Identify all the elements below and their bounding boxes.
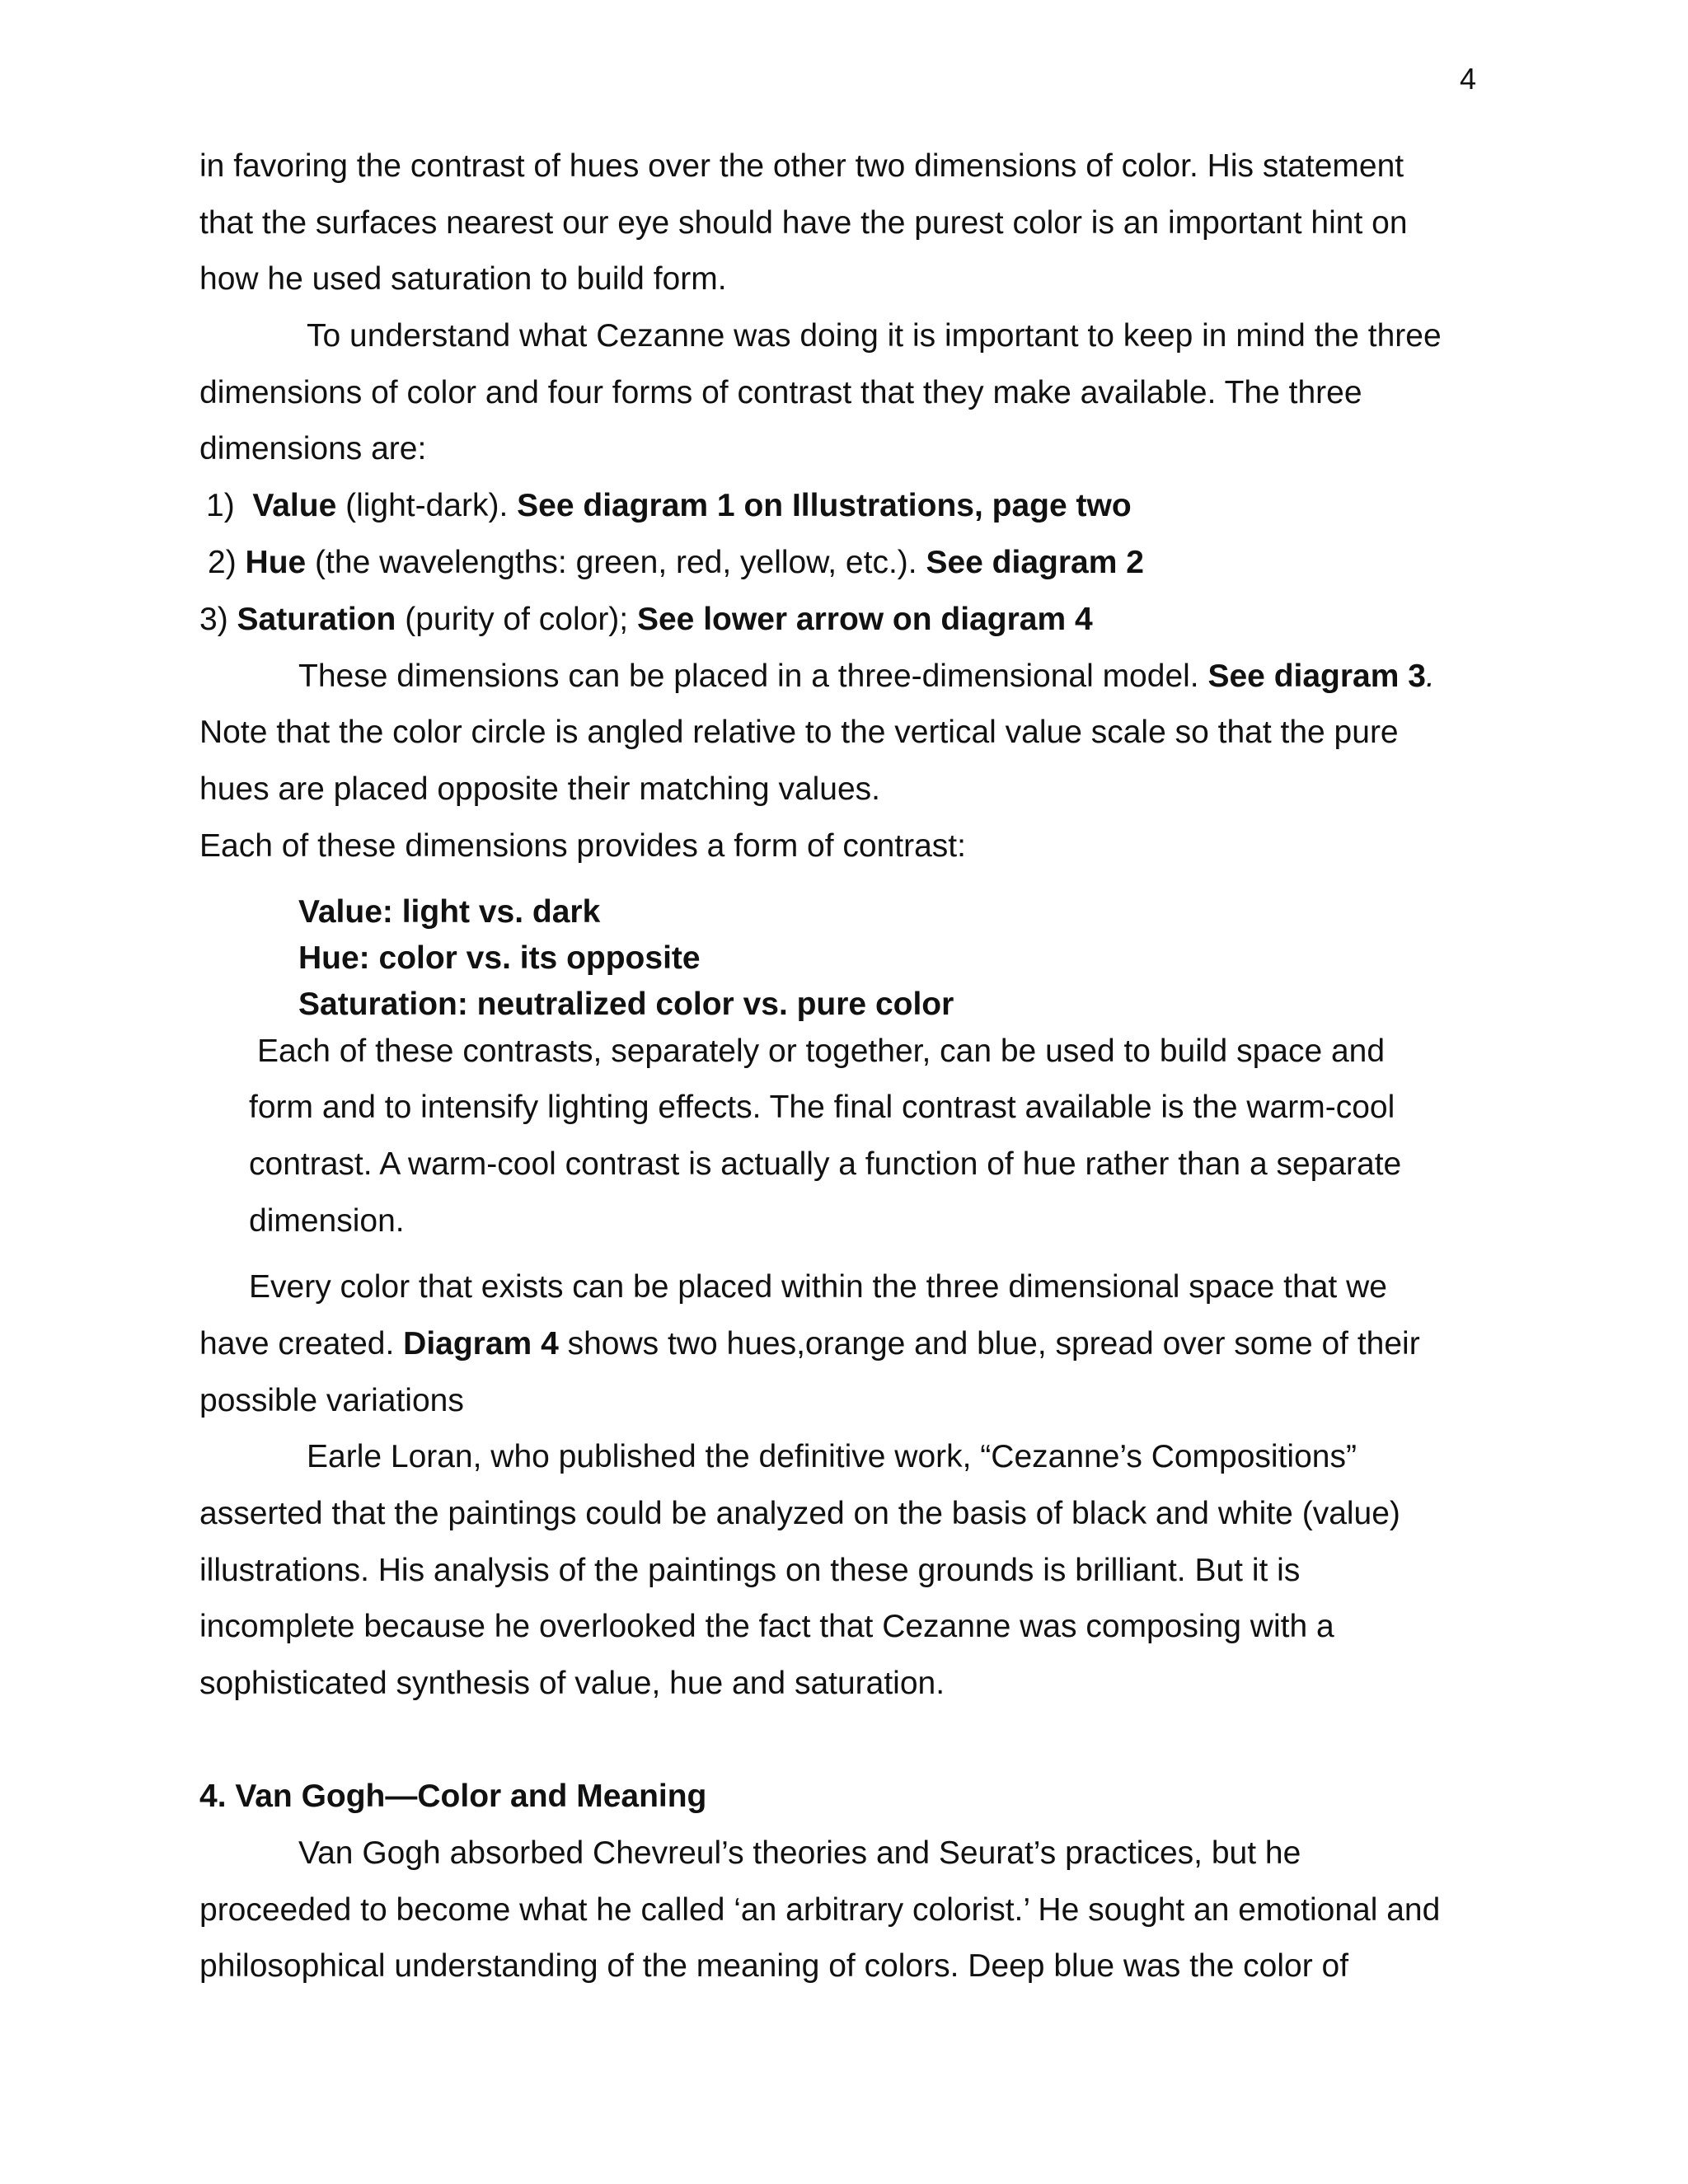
- paragraph-line: [298, 657, 1435, 696]
- dimension-description: (light-dark).: [336, 488, 518, 523]
- paragraph-text: shows two hues,orange and blue, spread over some of their: [558, 1326, 1420, 1361]
- paragraph-text: These dimensions can be placed in a three-dimensional model.: [298, 658, 1208, 694]
- paragraph-line: asserted that the paintings could be analyzed on the basis of black and white (value): [199, 1496, 1400, 1531]
- paragraph-line: form and to intensify lighting effects. The final contrast available is the warm-cool: [249, 1090, 1395, 1125]
- paragraph-line: To understand what Cezanne was doing it is important to keep in mind the three: [307, 318, 1442, 354]
- dimension-description: (purity of color);: [396, 602, 637, 637]
- page-number: 4: [1459, 62, 1476, 96]
- diagram-reference: See diagram 1 on Illustrations, page two: [517, 488, 1132, 523]
- section-heading-text: 4. Van Gogh—Color and Meaning: [199, 1779, 707, 1814]
- paragraph-text: have created.: [199, 1326, 404, 1361]
- paragraph-line: dimensions of color and four forms of contrast that they make available. The three: [199, 375, 1362, 410]
- paragraph-line: hues are placed opposite their matching values.: [199, 771, 881, 807]
- diagram-reference: Diagram 4: [403, 1326, 559, 1361]
- contrast-item: [298, 893, 600, 932]
- paragraph-line: Note that the color circle is angled relative to the vertical value scale so that the pure: [199, 715, 1399, 750]
- paragraph-line: in favoring the contrast of hues over the other two dimensions of color. His statement: [199, 148, 1404, 184]
- paragraph-line: Each of these contrasts, separately or together, can be used to build space and: [257, 1033, 1386, 1069]
- diagram-reference: See diagram 3: [1207, 658, 1426, 694]
- contrast-label: Value: light vs. dark: [298, 894, 601, 930]
- paragraph-line: how he used saturation to build form.: [199, 261, 727, 297]
- dimension-item: [206, 486, 1132, 526]
- dimension-number: 2): [208, 545, 237, 580]
- diagram-reference: See lower arrow on diagram 4: [636, 602, 1093, 637]
- paragraph-line: Van Gogh absorbed Chevreul’s theories and Seurat’s practices, but he: [298, 1835, 1301, 1871]
- paragraph-line: proceeded to become what he called ‘an arbitrary colorist.’ He sought an emotional and: [199, 1892, 1441, 1928]
- paragraph-line: Each of these dimensions provides a form of contrast:: [199, 828, 966, 864]
- paragraph-line: incomplete because he overlooked the fact that Cezanne was composing with a: [199, 1609, 1334, 1644]
- dimension-number: 1): [206, 488, 235, 523]
- paragraph-line: that the surfaces nearest our eye should have the purest color is an important hint on: [199, 205, 1408, 241]
- diagram-reference: See diagram 2: [926, 545, 1144, 580]
- paragraph-line: contrast. A warm-cool contrast is actually a function of hue rather than a separate: [249, 1146, 1402, 1182]
- contrast-item: [298, 939, 701, 978]
- contrast-item: [298, 985, 954, 1024]
- punctuation: .: [1425, 658, 1435, 694]
- dimension-item: [208, 543, 1144, 583]
- dimension-description: (the wavelengths: green, red, yellow, etc.).: [306, 545, 926, 580]
- paragraph-line: sophisticated synthesis of value, hue and saturation.: [199, 1666, 945, 1701]
- paragraph-line: possible variations: [199, 1383, 464, 1418]
- paragraph-line: dimensions are:: [199, 431, 427, 466]
- paragraph-line: [199, 1324, 1420, 1364]
- contrast-label: Saturation: neutralized color vs. pure color: [298, 987, 954, 1022]
- dimension-number: 3): [199, 602, 228, 637]
- section-heading: [199, 1777, 706, 1816]
- dimension-term: Value: [252, 488, 337, 523]
- paragraph-line: Every color that exists can be placed within the three dimensional space that we: [249, 1269, 1387, 1305]
- dimension-term: Saturation: [237, 602, 396, 637]
- dimension-item: [199, 600, 1093, 640]
- paragraph-line: Earle Loran, who published the definitive work, “Cezanne’s Compositions”: [307, 1439, 1357, 1474]
- paragraph-line: dimension.: [249, 1203, 405, 1239]
- paragraph-line: philosophical understanding of the meaning of colors. Deep blue was the color of: [199, 1948, 1349, 1984]
- dimension-term: Hue: [245, 545, 307, 580]
- contrast-label: Hue: color vs. its opposite: [298, 940, 701, 976]
- paragraph-line: illustrations. His analysis of the paintings on these grounds is brilliant. But it is: [199, 1553, 1301, 1588]
